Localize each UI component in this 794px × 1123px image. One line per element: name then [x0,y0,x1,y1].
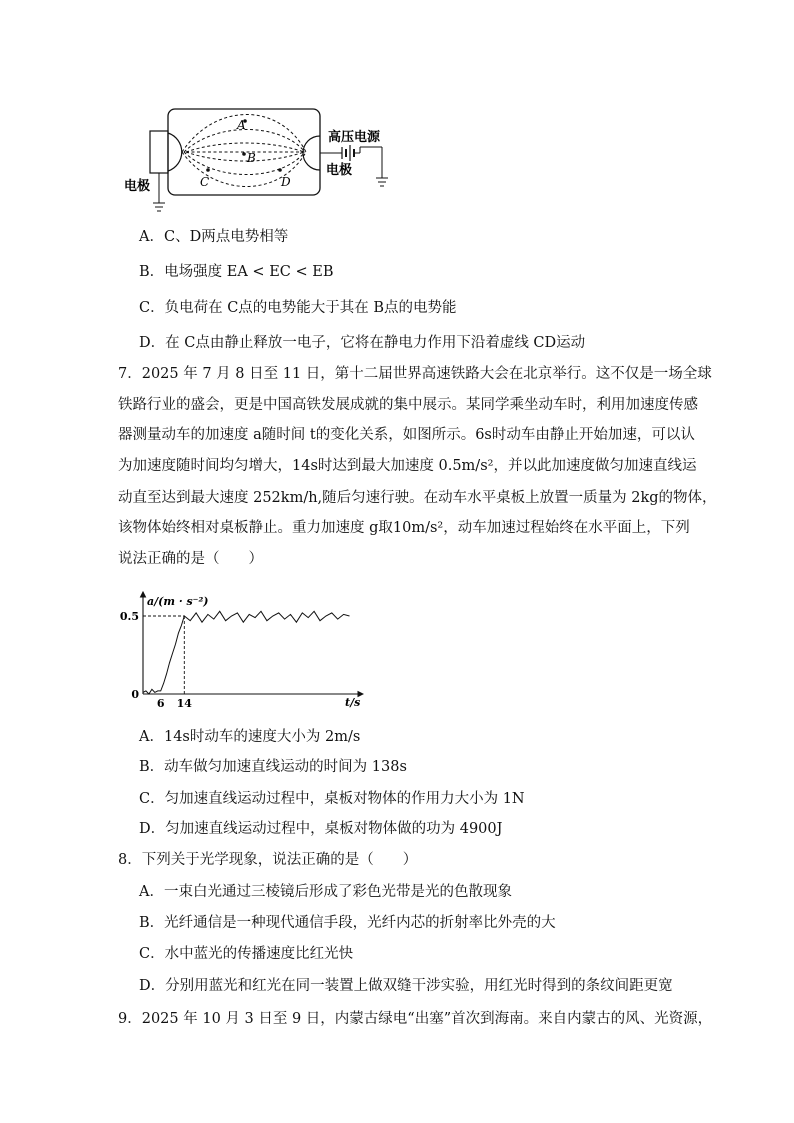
q7-line-3: 器测量动车的加速度 a随时间 t的变化关系，如图所示。6s时动车由静止开始加速，可以认 [118,427,695,443]
q8-option-b: B．光纤通信是一种现代通信手段，光纤内芯的折射率比外壳的大 [139,915,556,931]
q7-line-7: 说法正确的是（ ） [118,551,263,567]
x-axis-label: t/s [345,696,361,709]
q6-option-a: A．C、D两点电势相等 [139,229,289,245]
q7-line-5: 动直至达到最大速度 252km/h,随后匀速行驶。在动车水平桌板上放置一质量为 2kg的物体， [118,490,717,506]
y-tick-0-5: 0.5 [119,610,139,623]
y-axis-label: a/(m · s⁻²) [147,595,209,608]
q7-line-4: 为加速度随时间均匀增大，14s时达到最大加速度 0.5m/s²，并以此加速度做匀加速直线运 [118,458,697,474]
q7-line-1: 7．2025 年 7 月 8 日至 11 日，第十二届世界高速铁路大会在北京举行。这不仅是一场全球 [118,366,712,382]
power-supply-label: 高压电源 [328,130,381,145]
q7-option-d: D．匀加速直线运动过程中，桌板对物体做的功为 4900J [139,821,503,837]
q7-option-c: C．匀加速直线运动过程中，桌板对物体的作用力大小为 1N [139,791,525,807]
right-electrode-label: 电极 [326,163,353,178]
q7-option-a: A．14s时动车的速度大小为 2m/s [139,729,361,745]
y-tick-0: 0 [131,688,139,701]
electric-field-figure [120,100,400,220]
q8-stem: 8．下列关于光学现象，说法正确的是（ ） [118,852,418,868]
q7-option-b: B．动车做匀加速直线运动的时间为 138s [139,759,407,775]
q7-line-6: 该物体始终相对桌板静止。重力加速度 g取10m/s²，动车加速过程始终在水平面上，下列 [118,520,690,536]
q8-option-d: D．分别用蓝光和红光在同一装置上做双缝干涉实验，用红光时得到的条纹间距更宽 [139,978,673,994]
label-d: D [281,175,291,189]
q7-line-2: 铁路行业的盛会，更是中国高铁发展成就的集中展示。某同学乘坐动车时，利用加速度传感 [118,397,698,413]
label-b: B [247,151,256,165]
q9-stem: 9．2025 年 10 月 3 日至 9 日，内蒙古绿电“出塞”首次到海南。来自内蒙古的风、光资源， [118,1011,713,1027]
q8-option-a: A．一束白光通过三棱镜后形成了彩色光带是光的色散现象 [139,884,512,900]
acceleration-series-line [143,611,350,694]
label-c: C [200,175,210,189]
q6-option-c: C．负电荷在 C点的电势能大于其在 B点的电势能 [139,300,457,316]
left-electrode-label: 电极 [124,179,151,194]
x-tick-14: 14 [176,697,192,710]
q6-option-d: D．在 C点由静止释放一电子，它将在静电力作用下沿着虚线 CD运动 [139,335,586,351]
acceleration-chart [119,588,375,712]
q6-option-b: B．电场强度 EA < EC < EB [139,264,334,280]
label-a: A [237,118,246,132]
q8-option-c: C．水中蓝光的传播速度比红光快 [139,946,354,962]
x-tick-6: 6 [156,697,165,710]
